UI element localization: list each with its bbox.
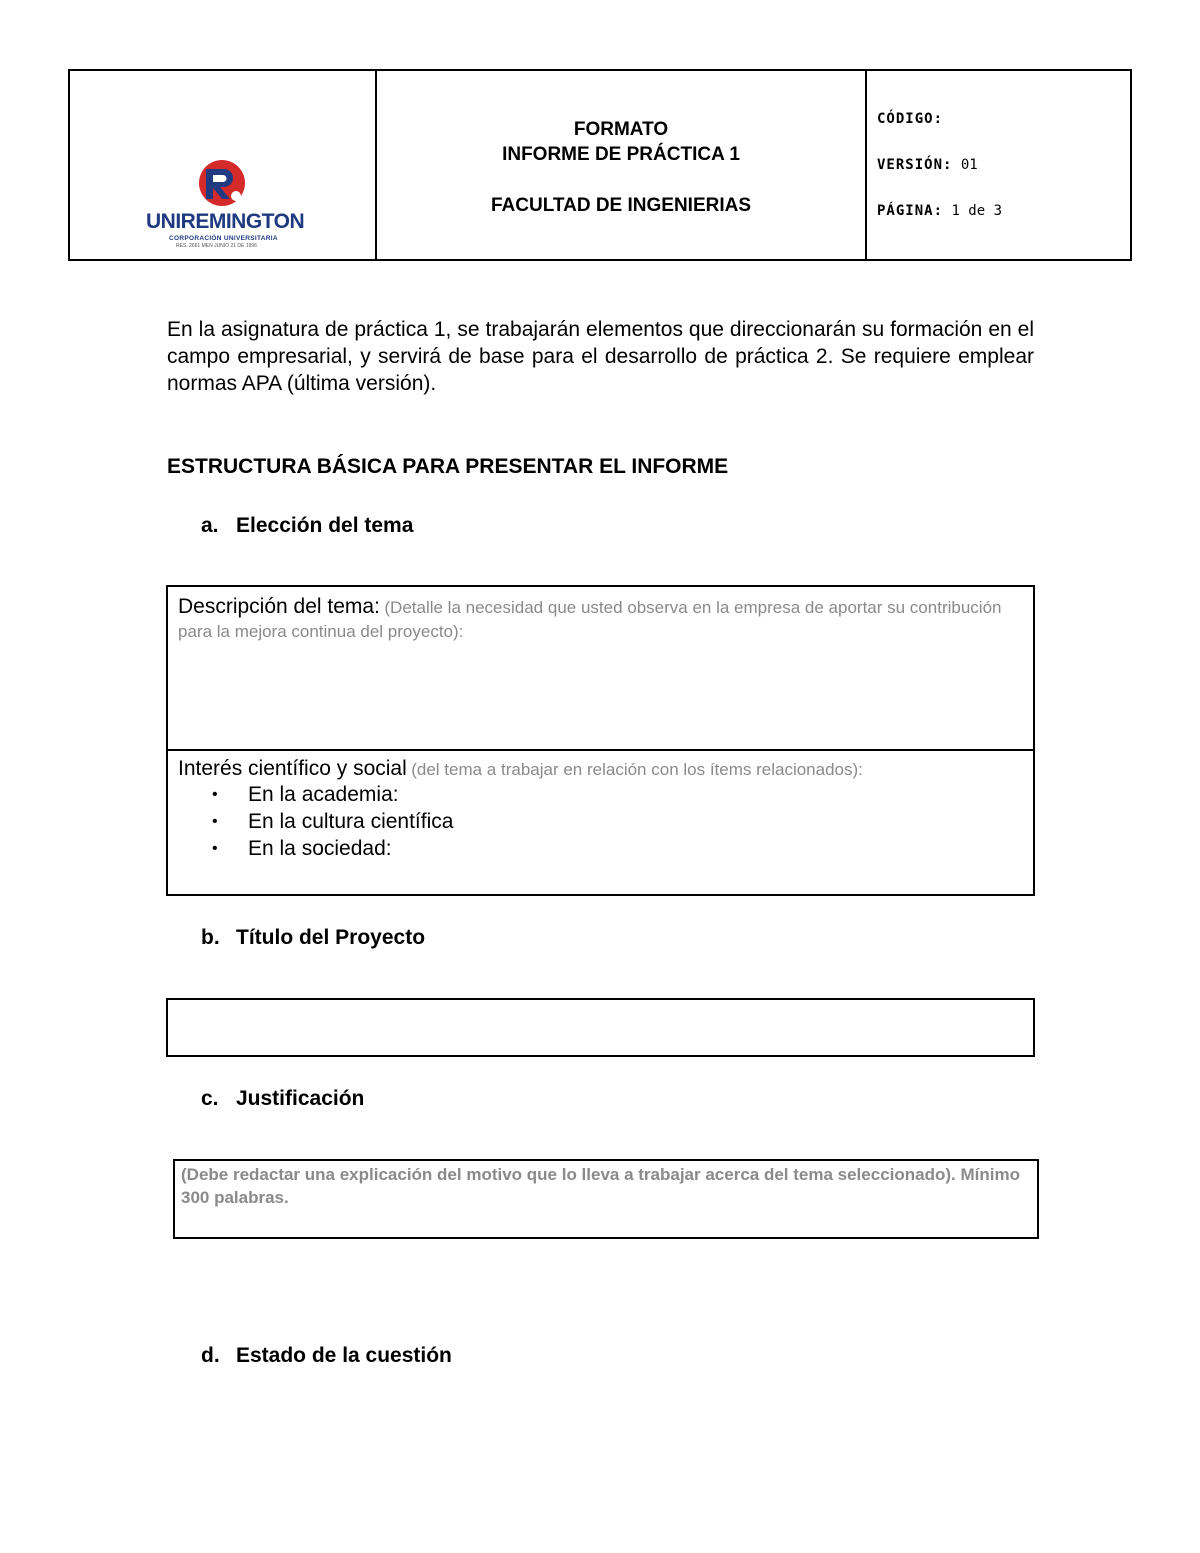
interest-label: Interés científico y social (178, 757, 407, 780)
logo-cell (70, 71, 377, 259)
interest-cell[interactable] (168, 751, 1033, 868)
codigo-label: CÓDIGO: (877, 111, 944, 127)
version-label: VERSIÓN: (877, 157, 953, 173)
topic-description-hint: (Detalle la necesidad que usted observa en la empresa de aportar su contribución para la mejora continua del proyecto): (178, 598, 1002, 641)
logo-subtitle: CORPORACIÓN UNIVERSITARIA (169, 235, 278, 242)
subsection-d-heading (201, 1344, 452, 1368)
subsection-letter: c. (201, 1087, 219, 1110)
subsection-letter: b. (201, 926, 220, 949)
project-title-box[interactable] (166, 998, 1035, 1057)
document-header (68, 69, 1132, 261)
interest-hint: (del tema a trabajar en relación con los ítems relacionados): (411, 760, 863, 779)
topic-description-cell[interactable] (168, 587, 1033, 751)
topic-description-label: Descripción del tema: (178, 595, 380, 618)
pagina-value: 1 de 3 (951, 203, 1003, 219)
subsection-a-heading (201, 514, 413, 538)
pagina-label: PÁGINA: (877, 203, 944, 219)
subsection-letter: d. (201, 1344, 220, 1367)
subsection-b-heading (201, 926, 425, 950)
header-title-format: FORMATO (573, 119, 669, 140)
list-item: • En la sociedad: (212, 835, 1023, 862)
header-title-report: INFORME DE PRÁCTICA 1 (502, 144, 740, 165)
header-title-cell (377, 71, 867, 259)
codigo-line (877, 111, 943, 127)
subsection-title: Justificación (236, 1087, 365, 1110)
interest-list (178, 781, 1023, 862)
topic-box (166, 585, 1035, 896)
subsection-title: Elección del tema (236, 514, 414, 537)
subsection-title: Estado de la cuestión (236, 1344, 452, 1367)
logo-wordmark: UNIREMINGTON (146, 210, 305, 233)
logo-resolution: RES. 2661 MEN JUNIO 21 DE 1996 (176, 243, 257, 249)
version-value: 01 (960, 157, 978, 173)
header-meta-cell (867, 71, 1130, 259)
justification-box[interactable] (173, 1159, 1039, 1239)
justification-hint: (Debe redactar una explicación del motivo que lo lleva a trabajar acerca del tema seleccionado). Mínimo 300 palabras. (181, 1165, 1020, 1207)
list-item: • En la academia: (212, 781, 1023, 808)
section-title: ESTRUCTURA BÁSICA PARA PRESENTAR EL INFORME (167, 455, 729, 478)
subsection-letter: a. (201, 514, 219, 537)
uniremington-logo-icon (198, 159, 246, 207)
subsection-title: Título del Proyecto (236, 926, 426, 949)
list-item: • En la cultura científica (212, 808, 1023, 835)
intro-paragraph: En la asignatura de práctica 1, se trabajarán elementos que direccionarán su formación en el campo empresarial, y servirá de base para el desarrollo de práctica 2. Se requiere emplear normas APA (última versión). (167, 318, 1034, 395)
header-title-faculty: FACULTAD DE INGENIERIAS (490, 195, 752, 216)
pagina-line (877, 203, 1002, 219)
version-line (877, 157, 978, 173)
subsection-c-heading (201, 1087, 364, 1111)
